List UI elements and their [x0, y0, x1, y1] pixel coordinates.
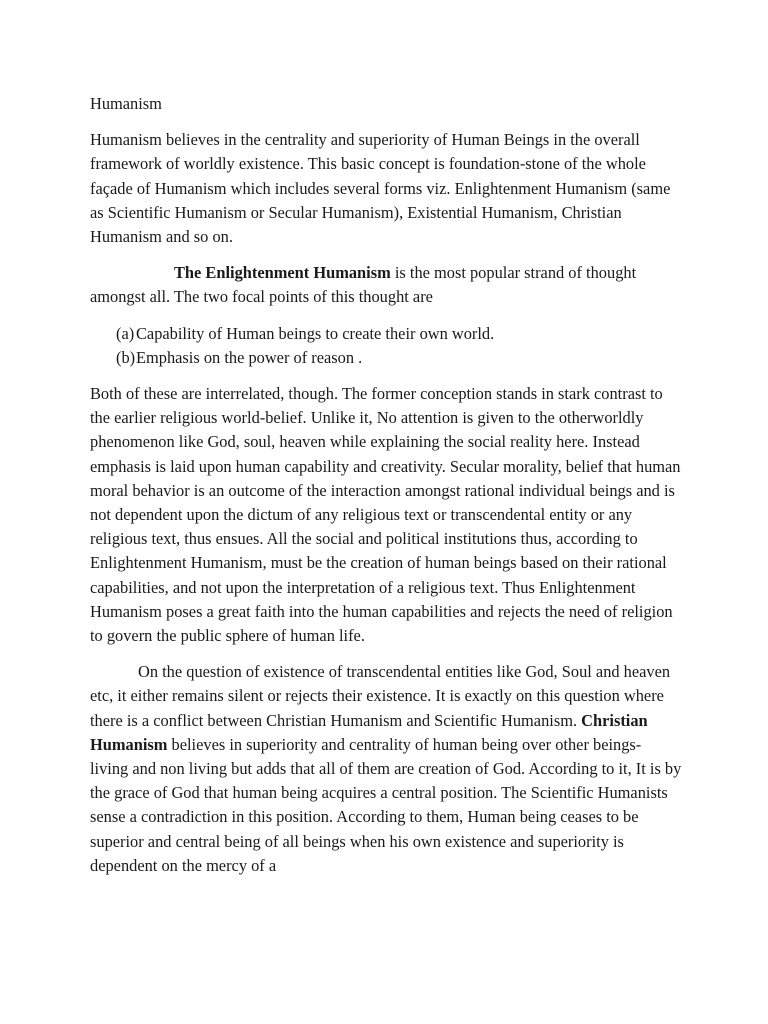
- document-title: Humanism: [90, 94, 162, 113]
- focal-points-list: [90, 322, 682, 370]
- paragraph-enlightenment-text: is the most popular strand of thought amongst all. The two focal points of this thought are: [90, 263, 637, 307]
- list-item: [116, 322, 682, 346]
- list-marker: (a): [116, 323, 135, 343]
- paragraph-intro: Humanism believes in the centrality and superiority of Human Beings in the overall framework of worldly existence. This basic concept is foundation-stone of the whole façade of Humanism which includes several forms viz. Enlightenment Humanism (same as Scientific Humanism or Secular Humanism), Existential Humanism, Christian Humanism and so on.: [90, 130, 671, 247]
- paragraph-transcendental: [90, 660, 682, 878]
- paragraph-transcendental-text-1: On the question of existence of transcendental entities like God, Soul and heaven etc, it either remains silent or rejects their existence. It is exactly on this question where there is a conflict between Christian Humanism and Scientific Humanism.: [90, 662, 671, 730]
- list-item-text: Capability of Human beings to create their own world.: [136, 323, 495, 343]
- paragraph-transcendental-text-2: believes in superiority and centrality of human being over other beings- living and non living but adds that all of them are creation of God. According to it, It is by the grace of God that human being acquires a central position. The Scientific Humanists sense a contradiction in this position. According to them, Human being ceases to be superior and central being of all beings when his own existence and superiority is dependent on the mercy of a: [90, 734, 682, 875]
- document-page: [90, 92, 682, 890]
- paragraph-interrelated: Both of these are interrelated, though. The former conception stands in stark contrast to the earlier religious world-belief. Unlike it, No attention is given to the otherworldly phenomenon like God, soul, heaven while explaining the social reality here. Instead emphasis is laid upon human capability and creativity. Secular morality, belief that human moral behavior is an outcome of the interaction amongst rational individual beings and is not dependent upon the dictum of any religious text or transcendental entity or any religious text, thus ensues. All the social and political institutions thus, according to Enlightenment Humanism, must be the creation of human beings based on their rational capabilities, and not upon the interpretation of a religious text. Thus Enlightenment Humanism poses a great faith into the human capabilities and rejects the need of religion to govern the public sphere of human life.: [90, 384, 681, 646]
- bold-term-christian: Christian Humanism: [90, 710, 648, 754]
- list-item: [116, 346, 682, 370]
- list-item-text: Emphasis on the power of reason .: [136, 347, 363, 367]
- paragraph-enlightenment: [90, 261, 682, 309]
- bold-term-enlightenment: The Enlightenment Humanism: [174, 263, 391, 283]
- list-marker: (b): [116, 347, 136, 367]
